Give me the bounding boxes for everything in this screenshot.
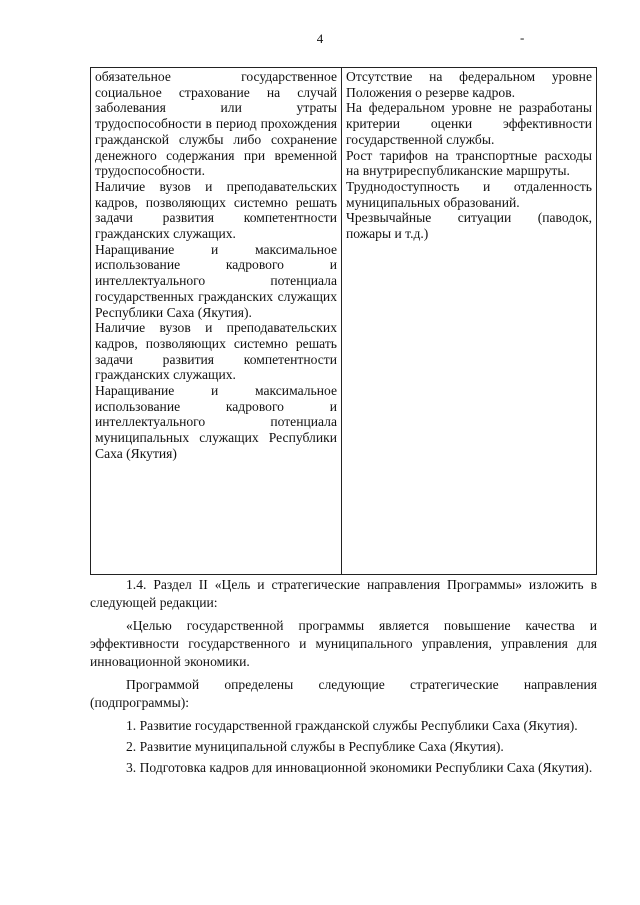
table-cell-text: Труднодоступность и отдаленность муниципальных образований. [346, 178, 592, 210]
table-cell-text: На федеральном уровне не разработаны критерии оценки эффективности государственной службы. [346, 100, 592, 147]
table-cell-text: Наличие вузов и преподавательских кадров, позволяющих системно решать задачи развития компетентности гражданских служащих. [95, 320, 337, 383]
corner-mark: - [520, 30, 525, 45]
paragraph-list-item: 3. Подготовка кадров для инновационной экономики Республики Саха (Якутия). [126, 760, 593, 775]
table-left-column [91, 68, 342, 574]
paragraph: 1.4. Раздел II «Цель и стратегические направления Программы» изложить в следующей редакции: [90, 577, 597, 610]
table-cell-text: Наращивание и максимальное использование кадрового и интеллектуального потенциала государственных гражданских служащих Республики Саха (Якутия). [95, 241, 337, 320]
document-body [90, 576, 597, 780]
table-right-column [342, 68, 596, 574]
table-cell-text: Наращивание и максимальное использование кадрового и интеллектуального потенциала муниципальных служащих Республики Саха (Якутия) [95, 383, 337, 461]
table-cell-text: Чрезвычайные ситуации (паводок, пожары и т.д.) [346, 210, 592, 242]
paragraph-list-item: 2. Развитие муниципальной службы в Республике Саха (Якутия). [126, 739, 504, 754]
paragraph-list-item: 1. Развитие государственной гражданской службы Республики Саха (Якутия). [126, 718, 578, 733]
table-cell-text: Рост тарифов на транспортные расходы на внутриреспубликанские маршруты. [346, 147, 592, 179]
table-cell-text: обязательное государственное социальное страхование на случай заболевания или утраты трудоспособности в период прохождения гражданской службы либо сохранение денежного содержания при временной трудоспособности. [95, 69, 337, 179]
page-number: 4 [316, 31, 324, 46]
table [90, 67, 597, 575]
table-cell-text: Отсутствие на федеральном уровне Положения о резерве кадров. [346, 69, 592, 100]
paragraph: «Целью государственной программы является повышение качества и эффективности государственного и муниципального управления, управления для инновационной экономики. [90, 618, 597, 669]
paragraph: Программой определены следующие стратегические направления (подпрограммы): [90, 677, 597, 710]
table-cell-text: Наличие вузов и преподавательских кадров, позволяющих системно решать задачи развития компетентности гражданских служащих. [95, 178, 337, 242]
